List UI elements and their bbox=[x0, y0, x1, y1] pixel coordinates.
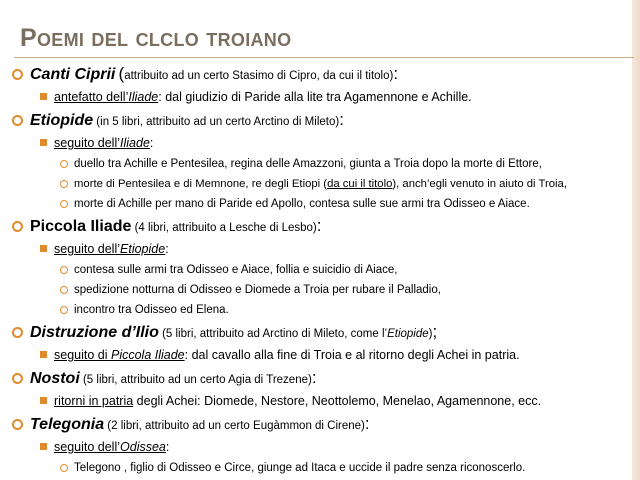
summary-detail bbox=[0, 154, 632, 174]
ring-bullet-icon bbox=[60, 266, 68, 274]
poem-list bbox=[0, 62, 632, 478]
circle-bullet-icon bbox=[12, 221, 23, 232]
summary-text: : dal cavallo alla fine di Troia e al ritorno degli Achei in patria. bbox=[184, 348, 520, 362]
detail-text: morte di Pentesilea e di Memnone, re degli Etiopi ( bbox=[74, 178, 328, 190]
decorative-side-band bbox=[632, 0, 640, 480]
poem-note: (4 libri, attribuito a Lesche di Lesbo) bbox=[131, 222, 317, 234]
summary-text: : bbox=[149, 136, 154, 150]
summary-link[interactable] bbox=[54, 90, 158, 104]
summary-link[interactable] bbox=[54, 440, 166, 454]
detail-text: incontro tra Odisseo ed Elena. bbox=[74, 304, 229, 316]
summary-detail bbox=[0, 194, 632, 214]
poem-name: Nostoi bbox=[30, 370, 80, 387]
summary-text: : bbox=[165, 242, 169, 256]
poem-etiopide bbox=[0, 108, 632, 132]
summary-link-text: seguito di bbox=[54, 348, 111, 362]
page-title: Poemi del clclo troiano bbox=[20, 24, 292, 52]
summary-link[interactable] bbox=[54, 136, 150, 150]
summary-text: : dal giudizio di Paride alla lite tra Agamennone e Achille. bbox=[158, 90, 472, 104]
poem-summary bbox=[0, 132, 632, 154]
ring-bullet-icon bbox=[60, 464, 68, 472]
poem-name: Distruzione d’Ilio bbox=[30, 324, 159, 341]
poem-note-end: ) bbox=[428, 328, 433, 340]
summary-link-italic: Odissea bbox=[120, 440, 166, 454]
summary-link[interactable] bbox=[54, 242, 165, 256]
summary-detail bbox=[0, 174, 632, 194]
poem-summary bbox=[0, 86, 632, 108]
poem-colon: : bbox=[316, 216, 322, 235]
circle-bullet-icon bbox=[12, 115, 23, 126]
square-bullet-icon bbox=[40, 245, 47, 252]
poem-note-italic: Etiopide bbox=[387, 328, 429, 340]
summary-link-italic: Iliade bbox=[128, 90, 159, 104]
ring-bullet-icon bbox=[60, 200, 68, 208]
poem-name: Canti Ciprii bbox=[30, 66, 116, 83]
poem-name: Etiopide bbox=[30, 112, 94, 129]
ring-bullet-icon bbox=[60, 286, 68, 294]
square-bullet-icon bbox=[40, 139, 47, 146]
poem-piccola-iliade bbox=[0, 214, 632, 238]
poem-note: (2 libri, attribuito ad un certo Eugàmmon di Cirene) bbox=[104, 420, 365, 432]
summary-text: : bbox=[165, 440, 170, 454]
square-bullet-icon bbox=[40, 93, 47, 100]
ring-bullet-icon bbox=[60, 180, 68, 188]
poem-colon: : bbox=[339, 110, 344, 129]
poem-name: Telegonia bbox=[30, 416, 105, 433]
poem-summary bbox=[0, 436, 632, 458]
poem-telegonia bbox=[0, 412, 632, 436]
summary-detail bbox=[0, 458, 632, 478]
detail-text: duello tra Achille e Pentesilea, regina delle Amazzoni, giunta a Troia dopo la morte di Ettore, bbox=[74, 158, 542, 170]
detail-text: Telegono , figlio di Odisseo e Circe, giunge ad Itaca e uccide il padre senza riconoscerlo. bbox=[74, 462, 526, 474]
summary-link-italic: Etiopide bbox=[120, 242, 166, 256]
poem-summary bbox=[0, 390, 632, 412]
summary-link-text: seguito dell’ bbox=[54, 440, 121, 454]
detail-link[interactable]: da cui il titolo bbox=[327, 178, 393, 190]
summary-text: degli Achei: Diomede, Nestore, Neottolemo, Menelao, Agamennone, ecc. bbox=[133, 394, 542, 408]
poem-colon: : bbox=[364, 414, 370, 433]
square-bullet-icon bbox=[40, 397, 47, 404]
poem-summary bbox=[0, 238, 632, 260]
square-bullet-icon bbox=[40, 443, 47, 450]
poem-canti-ciprii bbox=[0, 62, 632, 86]
poem-colon: : bbox=[311, 368, 317, 387]
ring-bullet-icon bbox=[60, 160, 68, 168]
title-divider bbox=[14, 57, 634, 58]
paren-open: ( bbox=[118, 64, 125, 83]
summary-link[interactable] bbox=[54, 348, 185, 362]
summary-link[interactable]: ritorni in patria bbox=[54, 394, 134, 408]
poem-note: (5 libri, attribuito ad un certo Agia di Trezene) bbox=[79, 374, 312, 386]
circle-bullet-icon bbox=[12, 327, 23, 338]
summary-link-italic: Iliade bbox=[120, 136, 150, 150]
poem-note: (5 libri, attribuito ad Arctino di Mileto, come l’ bbox=[158, 328, 388, 340]
summary-detail bbox=[0, 280, 632, 300]
poem-summary bbox=[0, 344, 632, 366]
circle-bullet-icon bbox=[12, 373, 23, 384]
detail-text: contesa sulle armi tra Odisseo e Aiace, follia e suicidio di Aiace, bbox=[74, 264, 398, 276]
summary-link-text: seguito dell’ bbox=[54, 136, 121, 150]
detail-text-end: ), anch’egli venuto in aiuto di Troia, bbox=[392, 178, 567, 190]
detail-text: spedizione notturna di Odisseo e Diomede a Troia per rubare il Palladio, bbox=[74, 284, 441, 296]
poem-colon: : bbox=[393, 64, 399, 83]
summary-detail bbox=[0, 300, 632, 320]
circle-bullet-icon bbox=[12, 69, 23, 80]
summary-link-italic: Piccola Iliade bbox=[110, 348, 185, 362]
summary-link-text: seguito dell’ bbox=[54, 242, 121, 256]
poem-note: (in 5 libri, attribuito ad un certo Arctino di Mileto) bbox=[93, 116, 340, 128]
summary-detail bbox=[0, 260, 632, 280]
summary-link-text: antefatto dell’ bbox=[54, 90, 129, 104]
poem-distruzione-ilio bbox=[0, 320, 632, 344]
ring-bullet-icon bbox=[60, 306, 68, 314]
poem-nostoi bbox=[0, 366, 632, 390]
poem-colon: ; bbox=[432, 322, 438, 341]
detail-text: morte di Achille per mano di Paride ed Apollo, contesa sulle sue armi tra Odisseo e Aiace. bbox=[74, 198, 530, 210]
poem-name: Piccola Iliade bbox=[30, 218, 132, 235]
circle-bullet-icon bbox=[12, 419, 23, 430]
square-bullet-icon bbox=[40, 351, 47, 358]
poem-note: attribuito ad un certo Stasimo di Cipro, da cui il titolo) bbox=[124, 70, 394, 82]
